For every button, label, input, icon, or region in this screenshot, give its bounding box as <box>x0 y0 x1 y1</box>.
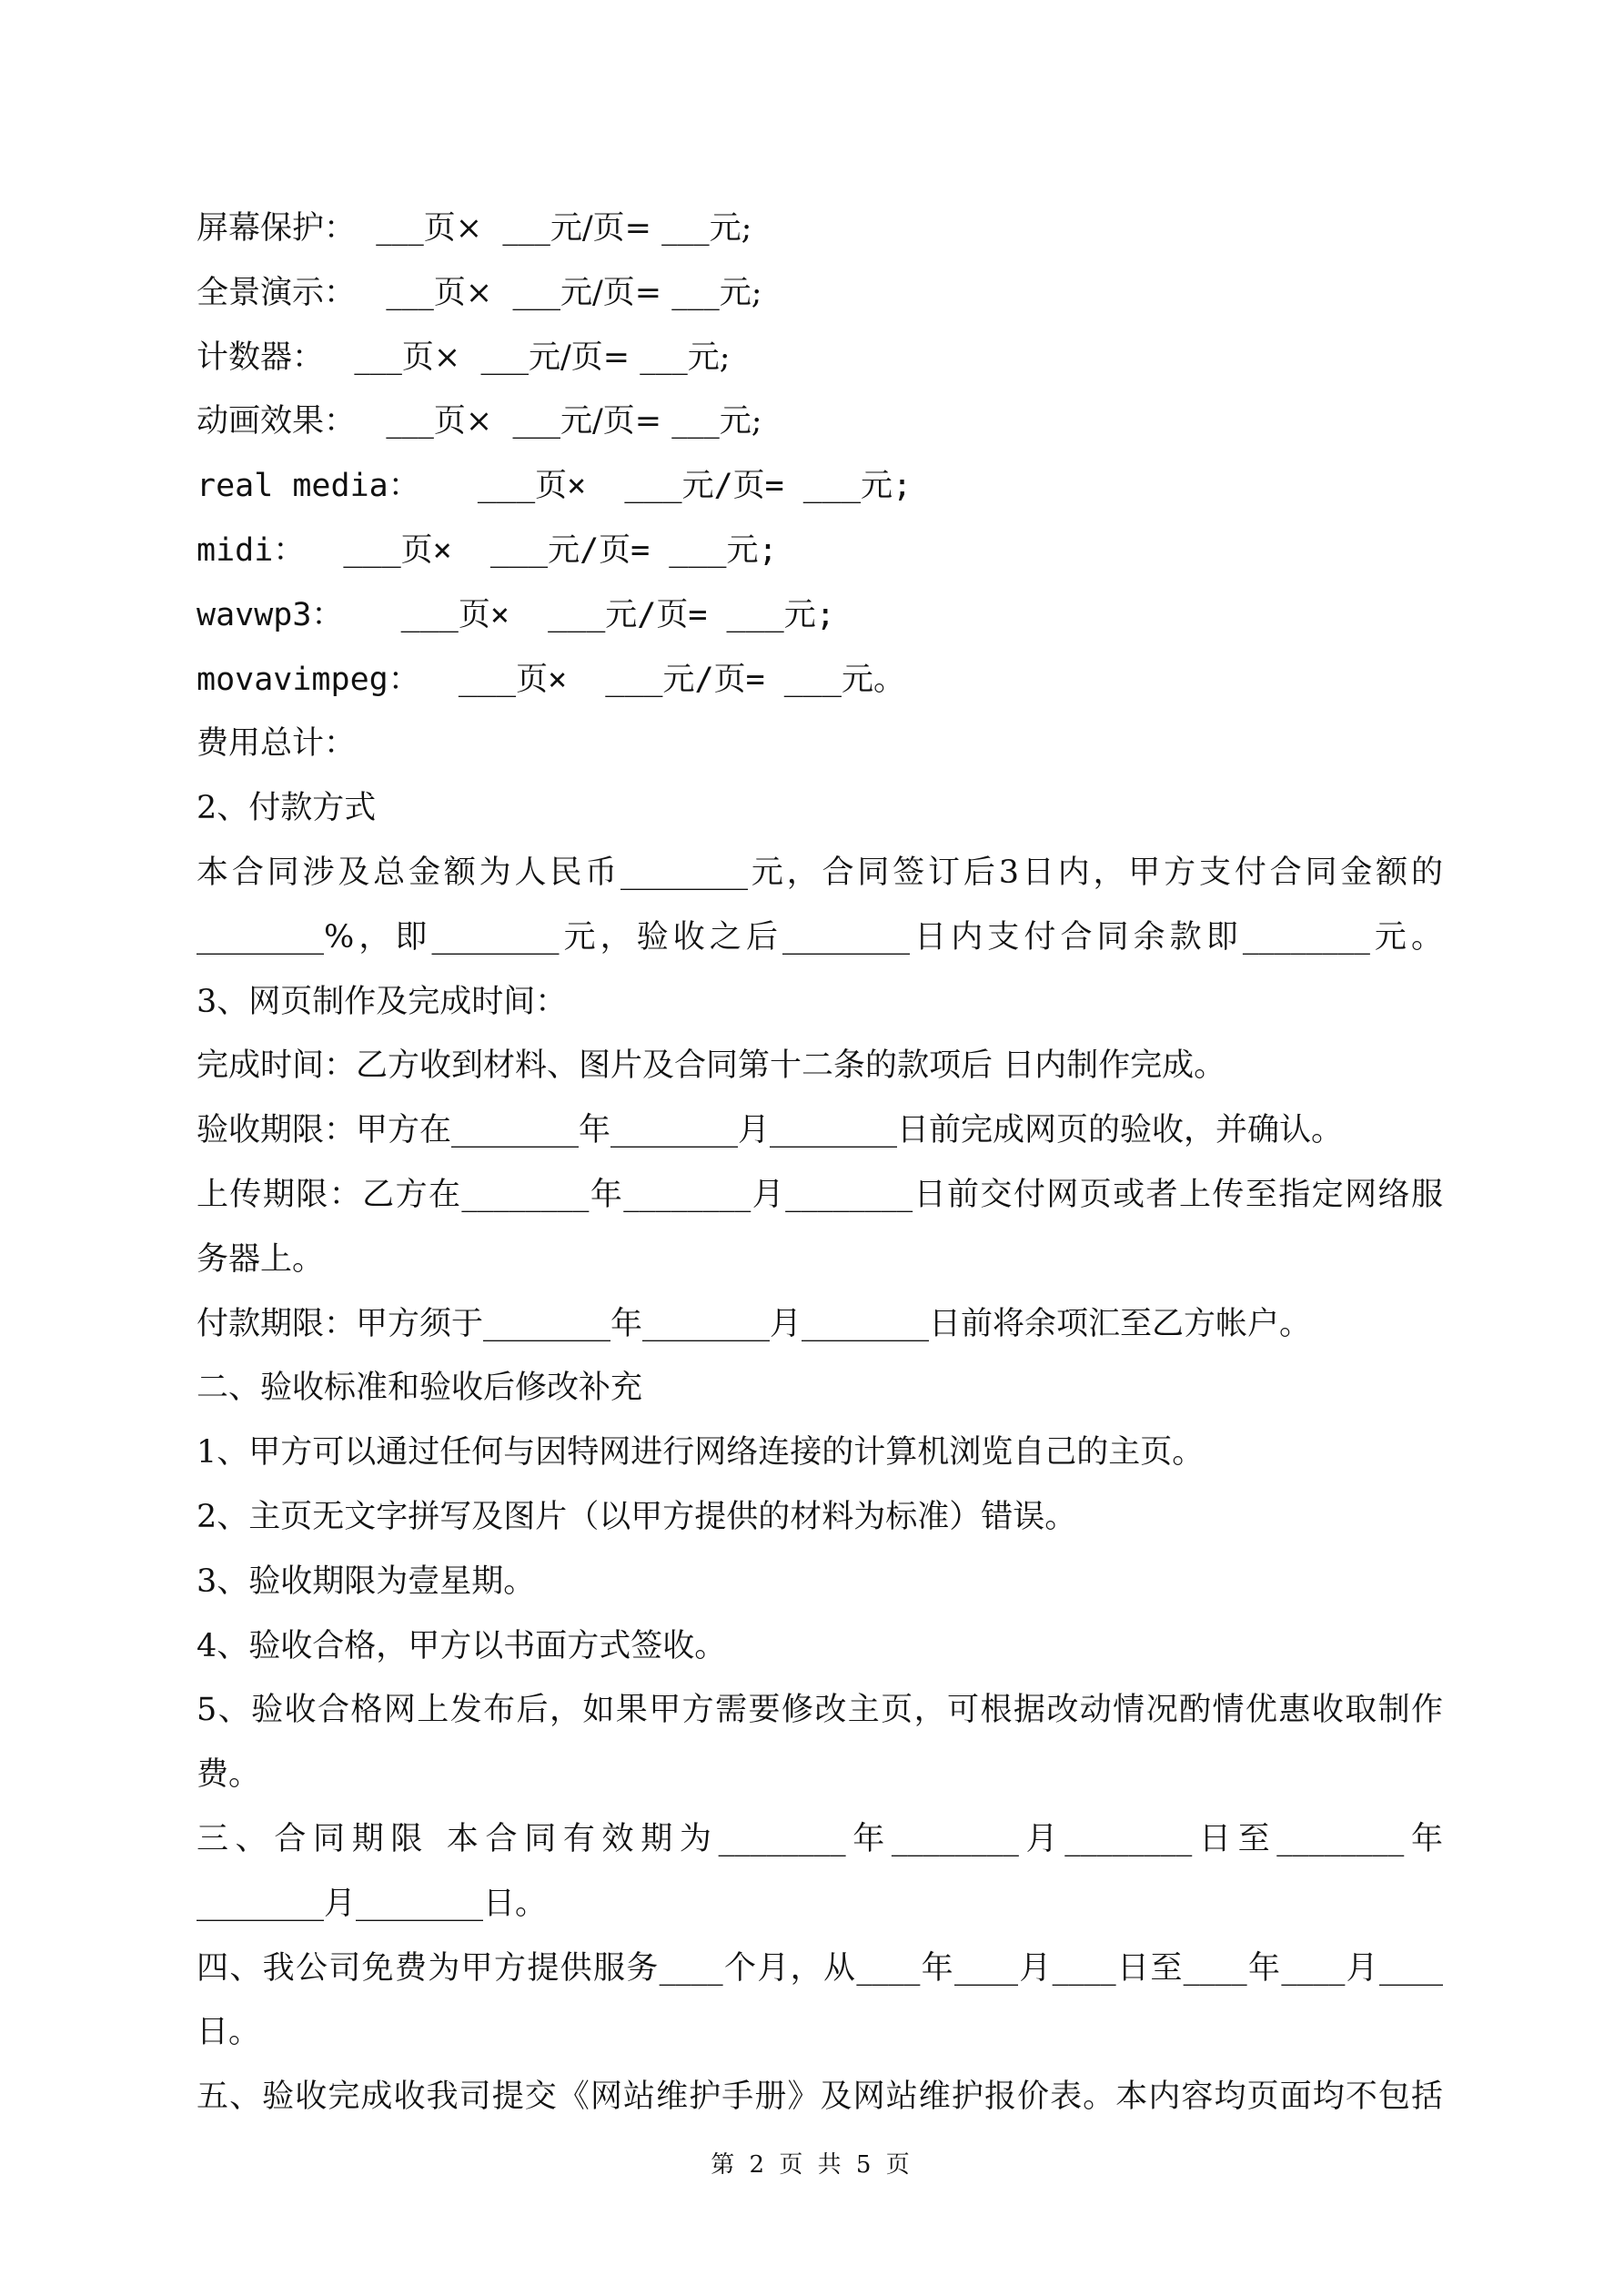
text-line: 2、主页无文字拼写及图片（以甲方提供的材料为标准）错误。 <box>197 1498 1077 1535</box>
text-line: ________月________日。 <box>197 1885 548 1922</box>
text-line: 二、验收标准和验收后修改补充 <box>197 1370 643 1407</box>
text-line: 务器上。 <box>197 1240 325 1278</box>
text-line: 3、网页制作及完成时间： <box>197 983 568 1020</box>
text-line: 计数器： ___页× ___元/页= ___元; <box>197 339 731 376</box>
text-line: 费。 <box>197 1756 261 1794</box>
document-body <box>197 197 1443 2129</box>
text-line: 屏幕保护： ___页× ___元/页= ___元; <box>197 210 752 247</box>
text-line: 动画效果： ___页× ___元/页= ___元; <box>197 403 762 440</box>
text-line: ________%，即________元，验收之后________日内支付合同余款即________元。 <box>197 918 1443 956</box>
text-line: 本合同涉及总金额为人民币________元，合同签订后3日内，甲方支付合同金额的 <box>197 854 1443 891</box>
text-line: 完成时间：乙方收到材料、图片及合同第十二条的款项后 日内制作完成。 <box>197 1047 1226 1085</box>
text-line: movavimpeg： ___页× ___元/页= ___元。 <box>197 661 905 698</box>
page-footer: 第 2 页 共 5 页 <box>711 2151 913 2179</box>
text-line: 5、验收合格网上发布后，如果甲方需要修改主页，可根据改动情况酌情优惠收取制作 <box>197 1692 1443 1729</box>
text-line: 上传期限：乙方在________年________月________日前交付网页或者上传至指定网络服 <box>197 1176 1443 1213</box>
text-line: 4、验收合格，甲方以书面方式签收。 <box>197 1627 727 1664</box>
text-line: 1、甲方可以通过任何与因特网进行网络连接的计算机浏览自己的主页。 <box>197 1434 1205 1472</box>
text-line: 四、我公司免费为甲方提供服务____个月，从____年____月____日至____年____月____ <box>197 1949 1443 1987</box>
text-line: real media： ___页× ___元/页= ___元; <box>197 468 913 505</box>
text-line: 2、付款方式 <box>197 790 377 827</box>
text-line: 付款期限：甲方须于________年________月________日前将余项汇至乙方帐户。 <box>197 1305 1312 1342</box>
text-line: 费用总计： <box>197 725 357 763</box>
text-line: midi： ___页× ___元/页= ___元; <box>197 531 778 569</box>
text-line: 3、验收期限为壹星期。 <box>197 1563 536 1600</box>
text-line: wavwp3： ___页× ___元/页= ___元; <box>197 596 835 633</box>
text-line: 三、合同期限 本合同有效期为________年________月________日至________年 <box>197 1820 1443 1857</box>
text-line: 全景演示： ___页× ___元/页= ___元; <box>197 274 762 311</box>
text-line: 日。 <box>197 2014 261 2051</box>
text-line: 五、验收完成收我司提交《网站维护手册》及网站维护报价表。本内容均页面均不包括 <box>197 2079 1443 2116</box>
text-line: 验收期限：甲方在________年________月________日前完成网页的验收，并确认。 <box>197 1112 1344 1149</box>
